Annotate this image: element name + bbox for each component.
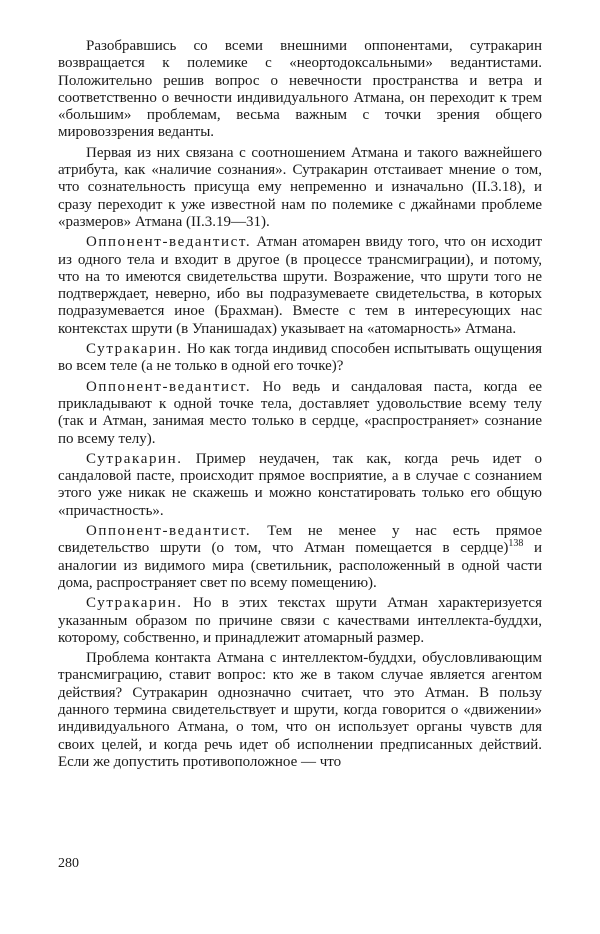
paragraph-9 [58, 650, 542, 771]
speaker-label: Оппонент-ведантист. [86, 378, 252, 395]
footnote-marker[interactable]: 138 [508, 538, 524, 550]
paragraph-2 [58, 145, 542, 231]
paragraph-text: Проблема контакта Атмана с интеллектом-буддхи, обусловливающим трансмиграцию, ставит вопрос: кто же в таком случае является агентом действия? Сутракарин однозначно считает, что это Атман. В пользу данного термина свидетельствует и шрути, когда говорится о «движении» индивидуального Атмана, о том, что он использует органы чувств для своих целей, и когда речь идет об исполнении предписанных действий. Если же допустить противоположное — что [58, 650, 542, 770]
paragraph-text: Пример неудачен, так как, когда речь идет о сандаловой пасте, происходит прямое восприятие, а в случае с сознанием этого уже никак не скажешь и можно констатировать только его общую «причастность». [58, 450, 542, 519]
paragraph-text: Но в этих текстах шрути Атман характеризуется указанным образом по причине связи с качествами интеллекта-буддхи, которому, собственно, и принадлежит атомарный размер. [58, 595, 542, 646]
paragraph-text: Тем не менее у нас есть прямое свидетельство шрути (о том, что Атман помещается в сердце) [58, 523, 543, 557]
paragraph-7 [58, 523, 542, 592]
paragraph-3 [58, 234, 542, 338]
paragraph-8 [58, 595, 542, 647]
speaker-label: Оппонент-ведантист. [86, 523, 252, 540]
speaker-label: Сутракарин. [86, 341, 183, 358]
paragraph-5 [58, 379, 542, 448]
paragraph-text-continued: и аналогии из видимого мира (светильник, расположенный в одной части дома, распространяет свет по всему помещению). [58, 540, 542, 591]
speaker-label: Оппонент-ведантист. [86, 234, 252, 251]
page-body [58, 38, 542, 774]
paragraph-1 [58, 38, 542, 142]
speaker-label: Сутракарин. [86, 595, 183, 612]
paragraph-text: Но как тогда индивид способен испытывать ощущения во всем теле (а не только в одной его точке)? [58, 341, 543, 375]
paragraph-text: Разобравшись со всеми внешними оппонентами, сутракарин возвращается к полемике с «неортодоксальными» ведантистами. Положительно решив вопрос о невечности пространства и ветра и соответственно о вечности индивидуального Атмана, он переходит к трем «большим» проблемам, весьма важным с точки зрения общего мировоззрения веданты. [58, 38, 542, 141]
page-number: 280 [58, 856, 79, 871]
paragraph-text: Но ведь и сандаловая паста, когда ее прикладывают к одной точке тела, доставляет удовольствие всему телу (так и Атман, занимая место только в сердце, «распространяет» сознание по всему телу). [58, 378, 543, 447]
paragraph-text: Первая из них связана с соотношением Атмана и такого важнейшего атрибута, как «наличие сознания». Сутракарин отстаивает мнение о том, что сознательность присуща ему непременно и изначально (II.3.18), и сразу переходит к уже известной нам по полемике с джайнами проблеме «размеров» Атмана (II.3.19—31). [58, 144, 542, 230]
speaker-label: Сутракарин. [86, 450, 183, 467]
paragraph-6 [58, 451, 542, 520]
paragraph-4 [58, 341, 542, 376]
paragraph-text: Атман атомарен ввиду того, что он исходит из одного тела и входит в другое (в процессе трансмиграции), и потому, что на то имеются свидетельства шрути. Возражение, что шрути того не подтверждает, неверно, ибо вы подразумеваете свидетельства, в которых подразумевается иное (Брахман). Вместе с тем в интересующих нас контекстах шрути (в Упанишадах) указывает на «атомарность» Атмана. [58, 234, 542, 337]
